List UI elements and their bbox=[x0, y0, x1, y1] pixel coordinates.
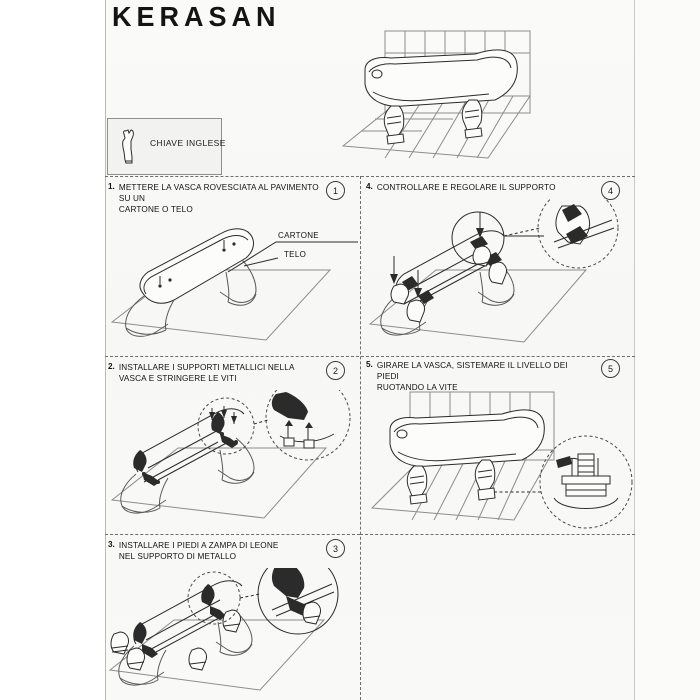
step-5-line1: GIRARE LA VASCA, SISTEMARE IL LIVELLO DEI PIEDI bbox=[376, 361, 568, 381]
step-1-text bbox=[119, 182, 319, 215]
step-panel-5 bbox=[366, 360, 634, 532]
step-badge-5: 5 bbox=[601, 359, 620, 378]
lion-paw-feet bbox=[111, 584, 241, 670]
step-badge-3: 3 bbox=[326, 539, 345, 558]
step-5-prefix: 5. bbox=[366, 360, 373, 369]
inverted-bathtub bbox=[381, 231, 514, 335]
detail-zoom-small bbox=[198, 398, 254, 454]
wrench-icon bbox=[120, 127, 140, 167]
tub-feet bbox=[407, 460, 495, 504]
bathtub bbox=[390, 410, 544, 466]
step-panel-2 bbox=[108, 362, 358, 532]
tub-feet bbox=[384, 100, 482, 144]
detail-zoom-large bbox=[240, 568, 338, 634]
step-panel-4 bbox=[366, 182, 634, 354]
sheet-left-edge bbox=[105, 0, 106, 700]
sheet-right-edge bbox=[634, 0, 635, 700]
step-4-text bbox=[377, 182, 556, 193]
step-1-prefix: 1. bbox=[108, 182, 115, 191]
divider-row-1 bbox=[105, 176, 635, 177]
step-3-line1: INSTALLARE I PIEDI A ZAMPA DI LEONE bbox=[118, 541, 279, 550]
page-left-margin bbox=[0, 0, 105, 700]
divider-row-3-right bbox=[360, 534, 635, 535]
brand-logo: KERASAN bbox=[112, 1, 281, 33]
bathtub bbox=[365, 50, 517, 106]
step-3-line2: NEL SUPPORTO DI METALLO bbox=[118, 552, 237, 561]
callout-cartone: CARTONE bbox=[278, 231, 319, 240]
step-2-line2: VASCA E STRINGERE LE VITI bbox=[118, 374, 237, 383]
floor-tiles bbox=[343, 96, 530, 158]
hero-illustration bbox=[325, 18, 575, 173]
divider-column bbox=[360, 176, 361, 700]
step-2-text bbox=[119, 362, 295, 384]
detail-zoom-large bbox=[254, 390, 350, 460]
step-5-line2: RUOTANDO LA VITE bbox=[376, 383, 458, 392]
metal-support-frame bbox=[391, 236, 507, 322]
step-4-prefix: 4. bbox=[366, 182, 373, 191]
step-badge-4: 4 bbox=[601, 181, 620, 200]
step-1-line2: CARTONE O TELO bbox=[118, 205, 193, 214]
step-1-line1: METTERE LA VASCA ROVESCIATA AL PAVIMENTO SU UN bbox=[118, 183, 319, 203]
callout-telo: TELO bbox=[284, 250, 307, 259]
inverted-bathtub bbox=[126, 229, 256, 337]
tool-legend-label: CHIAVE INGLESE bbox=[150, 138, 226, 148]
step-2-prefix: 2. bbox=[108, 362, 115, 371]
step-4-line1: CONTROLLARE E REGOLARE IL SUPPORTO bbox=[376, 183, 556, 192]
step-3-text bbox=[119, 540, 279, 562]
divider-row-3 bbox=[105, 534, 360, 535]
tool-legend-box bbox=[107, 118, 226, 175]
step-badge-2: 2 bbox=[326, 361, 345, 380]
step-badge-1: 1 bbox=[326, 181, 345, 200]
step-3-prefix: 3. bbox=[108, 540, 115, 549]
divider-row-2 bbox=[105, 356, 635, 357]
step-panel-3 bbox=[108, 540, 358, 698]
step-panel-1 bbox=[108, 182, 358, 354]
detail-zoom-large bbox=[504, 198, 618, 268]
step-2-line1: INSTALLARE I SUPPORTI METALLICI NELLA bbox=[118, 363, 295, 372]
cardboard-sheet bbox=[370, 270, 586, 342]
